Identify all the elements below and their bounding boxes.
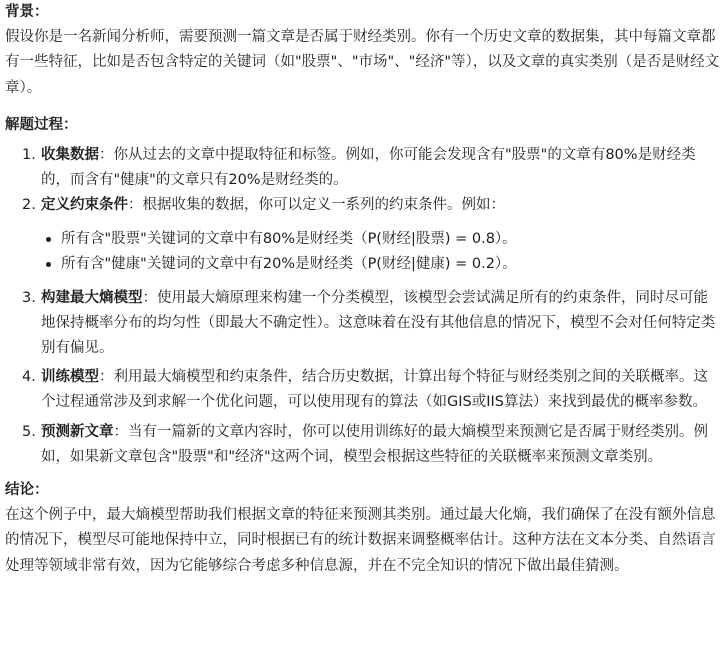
background-paragraph: 假设你是一名新闻分析师，需要预测一篇文章是否属于财经类别。你有一个历史文章的数据集，其中每篇文章都有一些特征，比如是否包含特定的关键词（如"股票"、"市场"、"经济"等），以及文章的真实类别（是否是财经文章）。 — [5, 29, 720, 96]
process-steps-list — [5, 143, 720, 470]
step-text: ：利用最大熵模型和约束条件，结合历史数据，计算出每个特征与财经类别之间的关联概率。这个过程通常涉及到求解一个优化问题，可以使用现有的算法（如GIS或IIS算法）来找到最优的概率参数。 — [41, 369, 708, 411]
constraint-bullet-list — [41, 227, 720, 277]
process-step — [5, 286, 720, 362]
step-text: ：你从过去的文章中提取特征和标签。例如，你可能会发现含有"股票"的文章有80%是财经类的，而含有"健康"的文章只有20%是财经类的。 — [41, 147, 696, 189]
bullet-dot-icon — [46, 237, 51, 242]
bullet-text: 所有含"股票"关键词的文章中有80%是财经类（P(财经|股票) = 0.8）。 — [61, 230, 517, 247]
step-title: 训练模型 — [41, 369, 99, 386]
step-title: 收集数据 — [41, 147, 99, 164]
step-text: ：根据收集的数据，你可以定义一系列的约束条件。例如： — [128, 197, 505, 214]
process-step — [5, 143, 720, 193]
process-step — [5, 365, 720, 415]
step-text: ：当有一篇新的文章内容时，你可以使用训练好的最大熵模型来预测它是否属于财经类别。例如，如果新文章包含"股票"和"经济"这两个词，模型会根据这些特征的关联概率来预测文章类别。 — [41, 423, 708, 465]
step-title: 预测新文章 — [41, 423, 114, 440]
step-number: 1. — [22, 147, 36, 164]
step-title: 构建最大熵模型 — [41, 289, 143, 306]
bullet-dot-icon — [46, 262, 51, 267]
step-title: 定义约束条件 — [41, 197, 128, 214]
constraint-bullet — [41, 227, 720, 252]
background-heading: 背景： — [5, 4, 49, 20]
step-number: 2. — [22, 197, 36, 214]
process-step — [5, 420, 720, 470]
step-number: 4. — [22, 369, 36, 386]
process-step — [5, 193, 720, 276]
conclusion-heading: 结论： — [5, 482, 49, 499]
conclusion-paragraph: 在这个例子中，最大熵模型帮助我们根据文章的特征来预测其类别。通过最大化熵，我们确保了在没有额外信息的情况下，模型尽可能地保持中立，同时根据已有的统计数据来调整概率估计。这种方法在文本分类、自然语言处理等领域非常有效，因为它能够综合考虑多种信息源，并在不完全知识的情况下做出最佳猜测。 — [5, 507, 716, 574]
process-heading: 解题过程： — [5, 116, 78, 133]
step-number: 5. — [22, 423, 36, 440]
bullet-text: 所有含"健康"关键词的文章中有20%是财经类（P(财经|健康) = 0.2）。 — [61, 255, 517, 272]
step-number: 3. — [22, 289, 36, 306]
step-text: ：使用最大熵原理来构建一个分类模型，该模型会尝试满足所有的约束条件，同时尽可能地保持概率分布的均匀性（即最大不确定性）。这意味着在没有其他信息的情况下，模型不会对任何特定类别有偏见。 — [41, 289, 716, 357]
constraint-bullet — [41, 252, 720, 277]
